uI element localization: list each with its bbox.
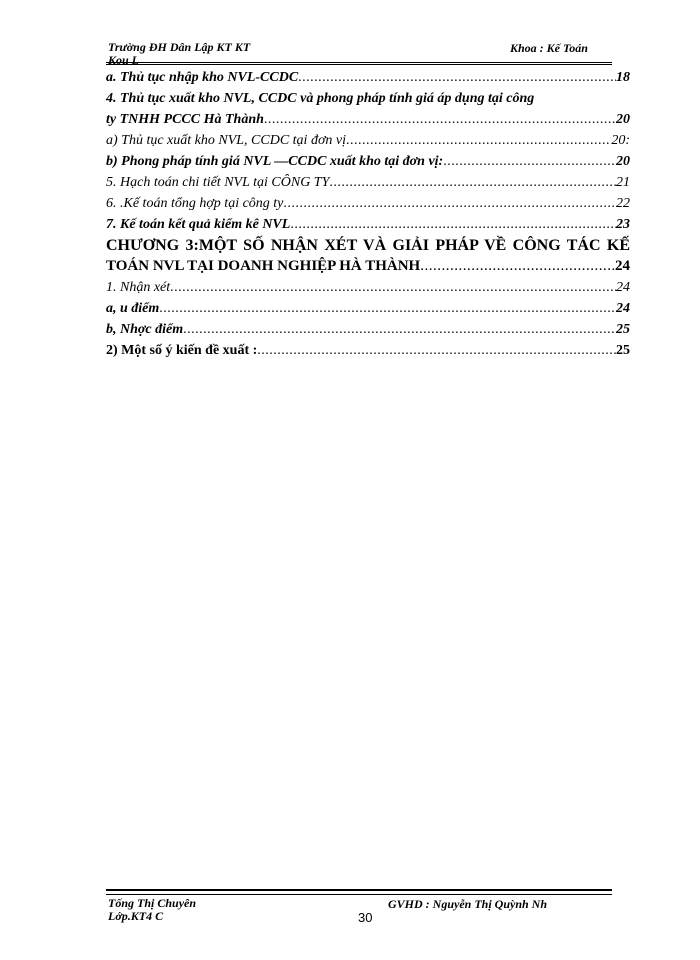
header-divider (106, 62, 612, 65)
toc-entry-title: TOÁN NVL TẠI DOANH NGHIỆP HÀ THÀNH (106, 258, 421, 274)
toc-entry (106, 67, 630, 88)
toc-entry-page: 20: (611, 133, 630, 148)
toc-entry-title: 6. .Kế toán tổng hợp tại công ty (106, 196, 284, 211)
header-department: Khoa : Kế Toán (510, 41, 588, 55)
toc-entry (106, 109, 630, 130)
toc-entry (106, 256, 630, 277)
toc-entry (106, 172, 630, 193)
toc-entry-page: 25 (616, 343, 630, 358)
toc-entry-title: 1. Nhận xét (106, 280, 171, 295)
table-of-contents (106, 67, 630, 361)
toc-leader (346, 130, 611, 151)
toc-entry-page: 21 (616, 175, 630, 190)
toc-entry-title: b) Phong pháp tính giá NVL —CCDC xuất kho tại đơn vị: (106, 154, 444, 169)
toc-entry-page: 23 (616, 217, 630, 232)
toc-leader (290, 214, 616, 235)
toc-entry (106, 130, 630, 151)
toc-entry-title: a, u điểm (106, 301, 160, 316)
toc-entry-page: 20 (616, 112, 630, 127)
header-class: Kou L (108, 53, 140, 67)
toc-entry-title: a. Thủ tục nhập kho NVL-CCDC (106, 70, 299, 85)
footer-supervisor: GVHD : Nguyễn Thị Quỳnh Nh (388, 897, 548, 911)
toc-chapter (106, 235, 630, 277)
footer-author: Tống Thị Chuyên (108, 896, 197, 910)
toc-entry (106, 151, 630, 172)
footer-class: Lớp.KT4 C (108, 909, 164, 923)
toc-chapter-title-line1: CHƯƠNG 3:MỘT SỐ NHẬN XÉT VÀ GIẢI PHÁP VỀ CÔNG TÁC KẾ (106, 237, 630, 254)
toc-entry (106, 340, 630, 361)
toc-entry (106, 193, 630, 214)
toc-entry (106, 298, 630, 319)
toc-leader (443, 151, 616, 172)
toc-entry-title: a) Thủ tục xuất kho NVL, CCDC tại đơn vị (106, 133, 347, 148)
toc-leader (329, 172, 616, 193)
toc-entry (106, 319, 630, 340)
toc-entry-title: 7. Kế toán kết quả kiểm kê NVL (106, 217, 291, 232)
toc-entry-title: ty TNHH PCCC Hà Thành (106, 112, 264, 127)
footer-left (108, 897, 196, 923)
toc-entry-page: 24 (616, 301, 630, 316)
toc-entry-page: 24 (615, 258, 630, 274)
toc-leader (159, 298, 616, 319)
toc-entry (106, 277, 630, 298)
toc-entry-title-line1: 4. Thủ tục xuất kho NVL, CCDC và phong pháp tính giá áp dụng tại công (106, 91, 535, 106)
toc-leader (420, 256, 615, 277)
toc-entry-page: 25 (616, 322, 630, 337)
page-number: 30 (358, 910, 373, 925)
toc-leader (257, 340, 616, 361)
footer-divider (106, 889, 612, 895)
toc-leader (298, 67, 616, 88)
toc-leader (183, 319, 616, 340)
toc-leader (170, 277, 616, 298)
toc-entry (106, 214, 630, 235)
header-school: Trường ĐH Dân Lập KT KT (108, 40, 251, 54)
toc-entry-page: 18 (616, 70, 630, 85)
toc-entry-page: 20 (616, 154, 630, 169)
toc-leader (264, 109, 616, 130)
toc-entry-title: 5. Hạch toán chi tiết NVL tại CÔNG TY (106, 175, 330, 190)
toc-entry-title: 2) Một số ý kiến đề xuất : (106, 343, 258, 358)
toc-leader (283, 193, 616, 214)
toc-entry-page: 24 (616, 280, 630, 295)
toc-entry-page: 22 (616, 196, 630, 211)
toc-entry-title: b, Nhợc điểm (106, 322, 184, 337)
